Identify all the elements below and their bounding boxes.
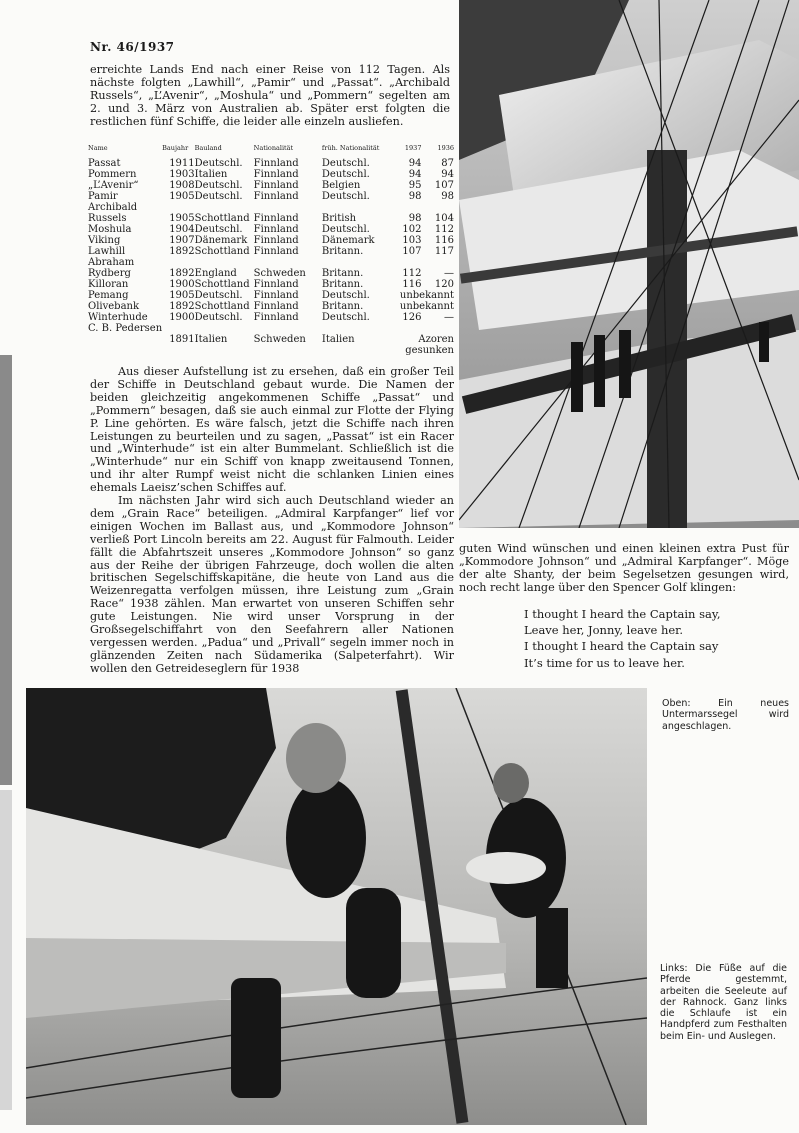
table-cell: Italien (194, 169, 228, 180)
ship-table-grid (88, 143, 454, 356)
intro-text: erreichte Lands End nach einer Reise von 112 Tagen. Als nächste folgten „Lawhill“, „Pamir“ und „Passat“. „Archibald Russels“, „L’Avenir“, „Moshula“ und „Pommern“ segelten am 2. und 3. März von Australien ab. Später erst folgten die restlichen fünf Schiffe, die leider alle einzeln ausliefen. (90, 63, 450, 128)
ship-table (88, 143, 454, 356)
table-cell: Finnland (253, 213, 299, 224)
table-header-cell: Nationalität (253, 144, 294, 152)
table-cell: Winterhude (88, 312, 148, 323)
table-cell: Britann. (321, 301, 364, 312)
table-cell: 103 (402, 235, 422, 246)
table-cell: Abraham (88, 257, 135, 268)
body-text-2: Im nächsten Jahr wird sich auch Deutschland wieder an dem „Grain Race“ beteiligen. „Admiral Karpfanger“ lief vor einigen Wochen im Ballast aus, und „Kommodore Johnson“ verließ Port Lincoln bereits am 22. August für Falmouth. Leider fällt die Abfahrtszeit unseres „Kommodore Johnson“ so ganz aus der Reihe der übrigen Fahrzeuge, doch wollen die alten britischen Segelschiffskapitäne, die heute von Land aus die Weizenregatta verfolgen müssen, ihre Leistung zum „Grain Race“ 1938 zählen. Man erwartet von unseren Schiffen sehr gute Leistungen. Nie wird unser Vorsprung in der Großsegelschiffahrt von den Seefahrern aller Nationen vergessen werden. „Padua“ und „Privall“ segeln immer noch in glänzenden Zeiten nach Südamerika (Salpeterfahrt). Wir wollen den Getreideseglern für 1938 (90, 494, 454, 675)
table-cell: Olivebank (88, 301, 140, 312)
table-cell (162, 202, 194, 213)
table-row (88, 268, 454, 279)
table-cell (88, 334, 162, 356)
table-cell (385, 323, 421, 334)
table-cell: Finnland (253, 290, 299, 301)
table-cell: 1900 (169, 312, 195, 323)
table-cell (162, 257, 194, 268)
table-cell: 112 (402, 268, 422, 279)
table-row (88, 334, 454, 356)
table-row (88, 257, 454, 268)
table-header-cell: 1936 (437, 144, 454, 152)
table-cell: Finnland (253, 180, 299, 191)
table-cell: Deutschl. (321, 224, 370, 235)
table-cell: 1892 (169, 246, 195, 257)
table-cell: 1905 (169, 213, 195, 224)
table-cell: Deutschl. (194, 191, 243, 202)
table-cell: 1892 (169, 301, 195, 312)
table-row (88, 224, 454, 235)
table-cell: „L’Avenir“ (88, 180, 139, 191)
table-cell (385, 257, 421, 268)
shanty-line: It’s time for us to leave her. (524, 655, 685, 670)
table-cell: Finnland (253, 246, 299, 257)
table-cell: Finnland (253, 169, 299, 180)
table-cell: Finnland (253, 235, 299, 246)
table-cell: Rydberg (88, 268, 131, 279)
table-cell: 107 (402, 246, 422, 257)
table-cell: 126 (402, 312, 422, 323)
table-cell: 102 (402, 224, 422, 235)
table-cell: C. B. Pedersen (88, 323, 163, 334)
table-header-cell: Bauland (194, 144, 222, 152)
table-cell: 107 (434, 180, 454, 191)
table-cell: 1905 (169, 191, 195, 202)
table-cell: 98 (408, 191, 422, 202)
table-cell: Schottland (194, 213, 250, 224)
table-cell: 98 (441, 191, 454, 202)
table-cell: Deutschl. (194, 180, 243, 191)
table-cell: Pemang (88, 290, 129, 301)
table-cell (254, 323, 322, 334)
table-cell: 1892 (169, 268, 195, 279)
table-header-cell: Name (88, 144, 108, 152)
table-cell: 94 (441, 169, 454, 180)
shanty-line: Leave her, Jonny, leave her. (524, 623, 684, 638)
table-cell: 98 (408, 213, 422, 224)
shanty-line: I thought I heard the Captain say (524, 639, 719, 654)
table-cell: Deutschl. (321, 158, 370, 169)
table-cell: 1903 (169, 169, 195, 180)
table-row (88, 158, 454, 169)
table-cell: unbekannt (399, 290, 454, 301)
table-cell: 116 (434, 235, 454, 246)
table-cell (322, 323, 385, 334)
table-cell: Finnland (253, 279, 299, 290)
table-cell: 1891 (169, 334, 195, 345)
table-cell: Azoren gesunken (405, 334, 454, 356)
table-cell: Finnland (253, 224, 299, 235)
table-cell (162, 323, 194, 334)
body-text-3: guten Wind wünschen und einen kleinen extra Pust für „Kommodore Johnson“ und „Admiral Karpfanger“. Möge der alte Shanty, der beim Segelsetzen gesungen wird, noch recht lange über den Spencer Golf klingen: (459, 542, 789, 594)
table-cell: 87 (441, 158, 454, 169)
table-cell: Moshula (88, 224, 132, 235)
table-row (88, 323, 454, 334)
table-cell: Belgien (321, 180, 361, 191)
body-paragraph-3 (459, 543, 789, 595)
table-cell: 1907 (169, 235, 195, 246)
table-cell: 112 (434, 224, 454, 235)
table-row (88, 290, 454, 301)
table-cell (195, 323, 254, 334)
table-cell (254, 202, 322, 213)
table-cell: Deutschl. (321, 312, 370, 323)
table-cell: Deutschl. (321, 290, 370, 301)
table-cell: Killoran (88, 279, 129, 290)
table-cell: Britann. (321, 279, 364, 290)
page-number: Nr. 46/1937 (90, 40, 175, 54)
table-header-cell: 1937 (404, 144, 422, 152)
table-row (88, 279, 454, 290)
table-cell (254, 257, 322, 268)
table-header-cell: Baujahr (162, 144, 189, 152)
table-cell: Lawhill (88, 246, 126, 257)
table-cell: Viking (88, 235, 121, 246)
table-row (88, 191, 454, 202)
table-header-row (88, 143, 454, 158)
table-cell: 104 (434, 213, 454, 224)
table-cell: Deutschl. (321, 191, 370, 202)
table-cell: Deutschl. (194, 312, 243, 323)
table-row (88, 235, 454, 246)
yardarm-photo (26, 688, 647, 1125)
table-cell (421, 323, 454, 334)
table-cell: — (444, 312, 454, 323)
table-cell: Schottland (194, 246, 250, 257)
table-cell: 94 (408, 158, 422, 169)
table-cell: Pommern (88, 169, 137, 180)
rigging-photo (459, 0, 799, 528)
table-cell: Finnland (253, 158, 299, 169)
caption-left: Links: Die Füße auf die Pferde gestemmt, arbeiten die Seeleute auf der Rahnock. Ganz links die Schlaufe ist ein Handpferd zum Festhalten beim Ein- und Auslegen. (660, 963, 787, 1042)
table-cell: unbekannt (399, 301, 454, 312)
table-cell (385, 202, 421, 213)
table-cell: Deutschl. (194, 158, 243, 169)
table-cell: Deutschl. (194, 224, 243, 235)
rigging-photo-image (459, 0, 799, 528)
table-cell (195, 202, 254, 213)
table-cell: Dänemark (194, 235, 248, 246)
adjacent-page-edge (0, 790, 12, 1110)
table-cell: 1904 (169, 224, 195, 235)
table-cell: 116 (402, 279, 422, 290)
table-cell: 1905 (169, 290, 195, 301)
table-header-cell: früh. Nationalität (321, 144, 380, 152)
yardarm-photo-image (26, 688, 647, 1125)
table-cell (322, 257, 385, 268)
table-cell (421, 202, 454, 213)
table-cell: 1900 (169, 279, 195, 290)
table-cell (195, 257, 254, 268)
table-cell: — (444, 268, 454, 279)
body-text-1: Aus dieser Aufstellung ist zu ersehen, daß ein großer Teil der Schiffe in Deutschland gebaut wurde. Die Namen der beiden gleichzeitig angekommenen Schiffe „Passat“ und „Pommern“ besagen, daß sie auch einmal zur Flotte der Flying P. Line gehörten. Es wäre falsch, jetzt die Schiffe nach ihren Leistungen zu beurteilen und zu sagen, „Passat“ ist ein Racer und „Winterhude“ ist ein alter Bummelant. Schließlich ist die „Winterhude“ nur ein Schiff von knapp zweitausend Tonnen, und ihr alter Rumpf weist nicht die schlanken Linien eines ehemals Laeisz’schen Schiffes auf. (90, 365, 454, 495)
adjacent-page-photo-edge (0, 355, 12, 785)
table-cell: 1911 (169, 158, 195, 169)
table-cell (421, 257, 454, 268)
table-cell: 94 (408, 169, 422, 180)
table-row (88, 180, 454, 191)
table-cell: 1908 (169, 180, 195, 191)
table-cell: Britann. (321, 246, 364, 257)
table-cell: Finnland (253, 312, 299, 323)
table-cell: 117 (434, 246, 454, 257)
table-cell: Pamir (88, 191, 118, 202)
table-cell: 95 (408, 180, 422, 191)
table-cell (322, 202, 385, 213)
table-cell: Italien (321, 334, 355, 345)
body-paragraph-1 (90, 366, 454, 495)
table-cell: Italien (194, 334, 228, 345)
table-row (88, 246, 454, 257)
table-row (88, 301, 454, 312)
table-cell: Schweden (253, 268, 306, 279)
table-cell: Finnland (253, 301, 299, 312)
table-cell: Dänemark (321, 235, 375, 246)
table-cell: Passat (88, 158, 121, 169)
caption-top: Oben: Ein neues Untermarssegel wird angeschlagen. (662, 698, 789, 732)
table-cell: Deutschl. (321, 169, 370, 180)
table-cell: Schottland (194, 279, 250, 290)
table-cell: Schweden (253, 334, 306, 345)
table-cell: Deutschl. (194, 290, 243, 301)
body-paragraph-2 (90, 495, 454, 676)
shanty-line: I thought I heard the Captain say, (524, 607, 721, 621)
table-row (88, 213, 454, 224)
table-cell: Britann. (321, 268, 364, 279)
table-cell: England (194, 268, 237, 279)
table-row (88, 312, 454, 323)
table-cell: Archibald (88, 202, 138, 213)
table-cell: 120 (434, 279, 454, 290)
intro-paragraph (90, 64, 450, 129)
table-cell: Finnland (253, 191, 299, 202)
table-cell: Schottland (194, 301, 250, 312)
table-body (88, 158, 454, 356)
table-cell: Russels (88, 213, 127, 224)
table-row (88, 169, 454, 180)
table-cell: British (321, 213, 357, 224)
table-row (88, 202, 454, 213)
shanty-verse (524, 606, 721, 671)
